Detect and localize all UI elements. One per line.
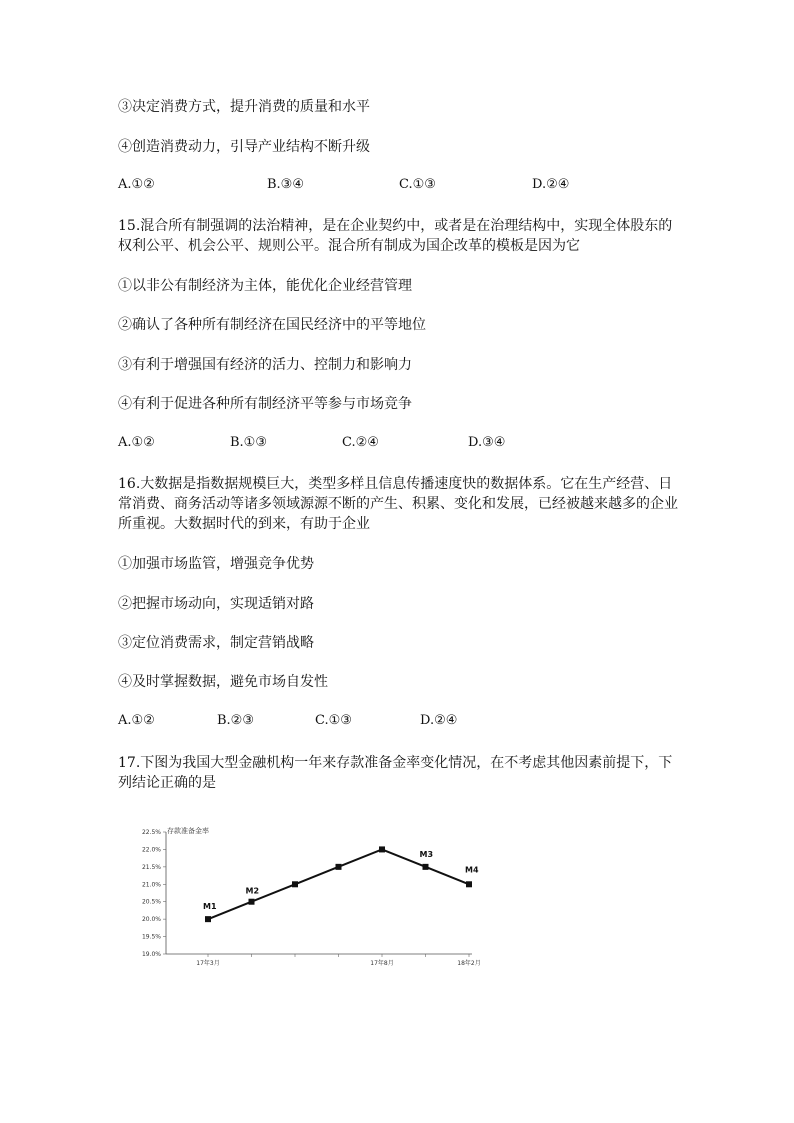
q16-option-c[interactable]: C.①③ xyxy=(315,713,352,728)
chart-y-tick-label: 21.0% xyxy=(141,881,161,889)
chart-y-tick-label: 21.5% xyxy=(141,863,161,871)
q16-statement-4: ④及时掌握数据，避免市场自发性 xyxy=(118,674,328,690)
q14-statement-4: ④创造消费动力，引导产业结构不断升级 xyxy=(118,139,370,155)
chart-annotation-label: M4 xyxy=(465,865,479,875)
q16-statement-3: ③定位消费需求，制定营销战略 xyxy=(118,635,314,651)
chart-x-tick-label: 17年3月 xyxy=(196,960,220,967)
chart-annotation-label: M1 xyxy=(203,902,217,912)
q14-option-b[interactable]: B.③④ xyxy=(267,177,304,192)
chart-x-tick-label: 17年8月 xyxy=(370,960,394,967)
chart-x-ticks xyxy=(196,959,480,967)
chart-annotation-label: M3 xyxy=(419,849,434,859)
q16-stem-line-2: 常消费、商务活动等诸多领域源源不断的产生、积累、变化和发展，已经被越来越多的企业 xyxy=(118,496,678,512)
chart-data-point xyxy=(205,916,211,922)
chart-y-tick-label: 22.0% xyxy=(141,846,161,854)
q15-option-b[interactable]: B.①③ xyxy=(230,435,267,450)
q14-options xyxy=(118,175,718,195)
chart-data-point xyxy=(423,864,429,870)
q15-options xyxy=(118,433,718,453)
chart-title: 存款准备金率 xyxy=(167,827,209,835)
chart-data-point xyxy=(379,846,385,852)
q15-statement-3: ③有利于增强国有经济的活力、控制力和影响力 xyxy=(118,357,412,373)
chart-series-polyline xyxy=(208,849,469,919)
q16-option-d[interactable]: D.②④ xyxy=(420,713,458,728)
q15-option-d[interactable]: D.③④ xyxy=(468,435,506,450)
chart-grid xyxy=(208,954,469,957)
chart-y-tick-label: 20.0% xyxy=(141,916,161,924)
q15-statement-4: ④有利于促进各种所有制经济平等参与市场竞争 xyxy=(118,396,412,412)
q14-option-a[interactable]: A.①② xyxy=(118,177,155,192)
q16-option-b[interactable]: B.②③ xyxy=(217,713,254,728)
q16-option-a[interactable]: A.①② xyxy=(118,713,155,728)
q16-stem-line-3: 所重视。大数据时代的到来，有助于企业 xyxy=(118,516,370,532)
q16-options xyxy=(118,711,718,731)
chart-annotations xyxy=(203,850,479,911)
q16-stem-line-1: 16.大数据是指数据规模巨大，类型多样且信息传播速度快的数据体系。它在生产经营、日 xyxy=(118,476,673,492)
chart-y-tick-label: 19.5% xyxy=(141,933,161,941)
q14-option-c[interactable]: C.①③ xyxy=(399,177,436,192)
chart-y-tick-label: 19.0% xyxy=(141,951,161,958)
chart-data-point xyxy=(336,864,342,870)
reserve-ratio-chart xyxy=(130,820,500,980)
q14-statement-3: ③决定消费方式，提升消费的质量和水平 xyxy=(118,99,370,115)
chart-data-point xyxy=(466,881,472,887)
chart-x-tick-label: 18年2月 xyxy=(457,960,481,967)
q15-statement-2: ②确认了各种所有制经济在国民经济中的平等地位 xyxy=(118,317,426,333)
chart-y-tick-label: 22.5% xyxy=(141,829,161,836)
chart-annotation-label: M2 xyxy=(245,886,260,896)
chart-y-tick-label: 20.5% xyxy=(141,898,161,906)
chart-data-point xyxy=(292,881,298,887)
chart-series-line xyxy=(208,849,469,919)
q16-statement-2: ②把握市场动向，实现适销对路 xyxy=(118,596,314,612)
q16-statement-1: ①加强市场监管，增强竞争优势 xyxy=(118,556,314,572)
q15-option-c[interactable]: C.②④ xyxy=(342,435,379,450)
q15-option-a[interactable]: A.①② xyxy=(118,435,155,450)
chart-y-ticks xyxy=(142,829,166,958)
q17-stem-line-1: 17.下图为我国大型金融机构一年来存款准备金率变化情况，在不考虑其他因素前提下，下 xyxy=(118,755,673,771)
q15-stem-line-1: 15.混合所有制强调的法治精神，是在企业契约中，或者是在治理结构中，实现全体股东的 xyxy=(118,218,673,234)
q17-stem-line-2: 列结论正确的是 xyxy=(118,775,216,791)
q14-option-d[interactable]: D.②④ xyxy=(532,177,570,192)
q15-statement-1: ①以非公有制经济为主体，能优化企业经营管理 xyxy=(118,278,412,294)
chart-data-point xyxy=(249,899,255,905)
q15-stem-line-2: 权利公平、机会公平、规则公平。混合所有制成为国企改革的模板是因为它 xyxy=(118,238,580,254)
